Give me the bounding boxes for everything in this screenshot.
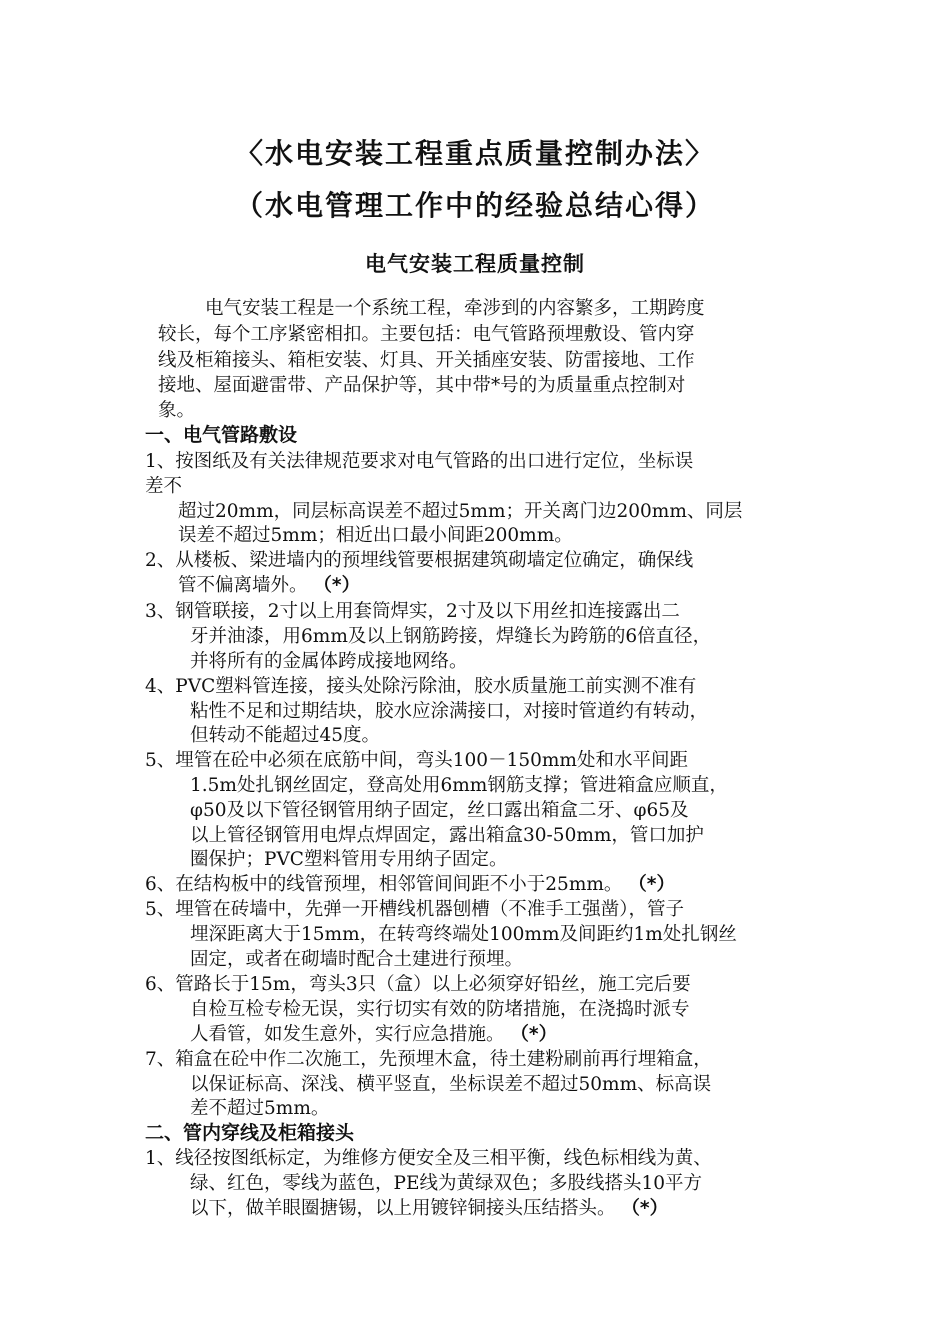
intro-line: 较长，每个工序紧密相扣。主要包括：电气管路预埋敷设、管内穿 bbox=[158, 324, 695, 345]
list-line: 差不 bbox=[145, 476, 183, 497]
list-line: 差不超过5mm。 bbox=[190, 1098, 330, 1119]
list-line bbox=[178, 573, 360, 598]
section-heading: 二、管内穿线及柜箱接头 bbox=[145, 1122, 355, 1144]
list-line: 超过20mm，同层标高误差不超过5mm；开关离门边200mm、同层 bbox=[178, 501, 743, 522]
section-subtitle: 电气安装工程质量控制 bbox=[365, 252, 585, 276]
list-line: 牙并油漆，用6mm及以上钢筋跨接，焊缝长为跨筋的6倍直径， bbox=[190, 626, 712, 647]
list-line: 以保证标高、深浅、横平竖直，坐标误差不超过50mm、标高误 bbox=[190, 1074, 712, 1095]
list-line: 固定，或者在砌墙时配合土建进行预埋。 bbox=[190, 949, 524, 970]
list-line: 1、按图纸及有关法律规范要求对电气管路的出口进行定位，坐标误 bbox=[145, 451, 694, 472]
intro-line: 象。 bbox=[158, 400, 196, 421]
list-line: 但转动不能超过45度。 bbox=[190, 725, 381, 746]
list-line-text: 人看管，如发生意外，实行应急措施。 bbox=[190, 1024, 505, 1045]
list-line: 5、埋管在砼中必须在底筋中间，弯头100－150mm处和水平间距 bbox=[145, 750, 688, 771]
list-line: 1、线径按图纸标定，为维修方便安全及三相平衡，线色标相线为黄、 bbox=[145, 1148, 712, 1169]
list-line: 自检互检专检无误，实行切实有效的防堵措施，在浇捣时派专 bbox=[190, 999, 690, 1020]
intro-line: 线及柜箱接头、箱柜安装、灯具、开关插座安装、防雷接地、工作 bbox=[158, 350, 695, 371]
list-line: 7、箱盒在砼中作二次施工，先预埋木盒，待土建粉刷前再行埋箱盒， bbox=[145, 1049, 712, 1070]
list-line-text: 管不偏离墙外。 bbox=[178, 575, 308, 596]
list-line-text: 以下，做羊眼圈搪锡，以上用镀锌铜接头压结搭头。 bbox=[190, 1198, 616, 1219]
list-line: 以上管径钢管用电焊点焊固定，露出箱盒30-50mm，管口加护 bbox=[190, 825, 704, 846]
page-title-line1: 〈水电安装工程重点质量控制办法〉 bbox=[234, 137, 715, 170]
intro-line: 电气安装工程是一个系统工程，牵涉到的内容繁多，工期跨度 bbox=[205, 298, 705, 319]
list-line: 1.5m处扎钢丝固定，登高处用6mm钢筋支撑；管进箱盒应顺直， bbox=[190, 775, 728, 796]
list-line: 绿、红色，零线为蓝色，PE线为黄绿双色；多股线搭头10平方 bbox=[190, 1173, 702, 1194]
list-line: φ50及以下管径钢管用纳子固定，丝口露出箱盒二牙、φ65及 bbox=[190, 800, 689, 821]
page-title-line2: （水电管理工作中的经验总结心得） bbox=[234, 189, 715, 222]
key-control-mark: （*） bbox=[313, 575, 361, 596]
key-control-mark: （*） bbox=[628, 874, 675, 895]
list-line: 并将所有的金属体跨成接地网络。 bbox=[190, 651, 468, 672]
list-line: 6、管路长于15m，弯头3只（盒）以上必须穿好铅丝，施工完后要 bbox=[145, 974, 691, 995]
list-line: 圈保护；PVC塑料管用专用纳子固定。 bbox=[190, 849, 508, 870]
list-line bbox=[145, 872, 675, 897]
list-line: 3、钢管联接，2寸以上用套筒焊实，2寸及以下用丝扣连接露出二 bbox=[145, 601, 680, 622]
list-line: 粘性不足和过期结块，胶水应涂满接口，对接时管道约有转动， bbox=[190, 701, 709, 722]
list-line: 埋深距离大于15mm，在转弯终端处100mm及间距约1m处扎钢丝 bbox=[190, 924, 737, 945]
list-line: 5、埋管在砖墙中，先弹一开槽线机器刨槽（不准手工强凿），管子 bbox=[145, 899, 685, 920]
list-line bbox=[190, 1022, 557, 1047]
list-line: 误差不超过5mm；相近出口最小间距200mm。 bbox=[178, 525, 573, 546]
key-control-mark: （*） bbox=[510, 1024, 558, 1045]
section-heading: 一、电气管路敷设 bbox=[145, 424, 298, 446]
intro-line: 接地、屋面避雷带、产品保护等，其中带*号的为质量重点控制对 bbox=[158, 375, 686, 396]
key-control-mark: （*） bbox=[621, 1198, 669, 1219]
list-line: 2、从楼板、梁进墙内的预埋线管要根据建筑砌墙定位确定，确保线 bbox=[145, 550, 694, 571]
list-line bbox=[190, 1196, 668, 1221]
list-line: 4、PVC塑料管连接，接头处除污除油，胶水质量施工前实测不准有 bbox=[145, 676, 697, 697]
list-line-text: 6、在结构板中的线管预埋，相邻管间间距不小于25mm。 bbox=[145, 874, 623, 895]
